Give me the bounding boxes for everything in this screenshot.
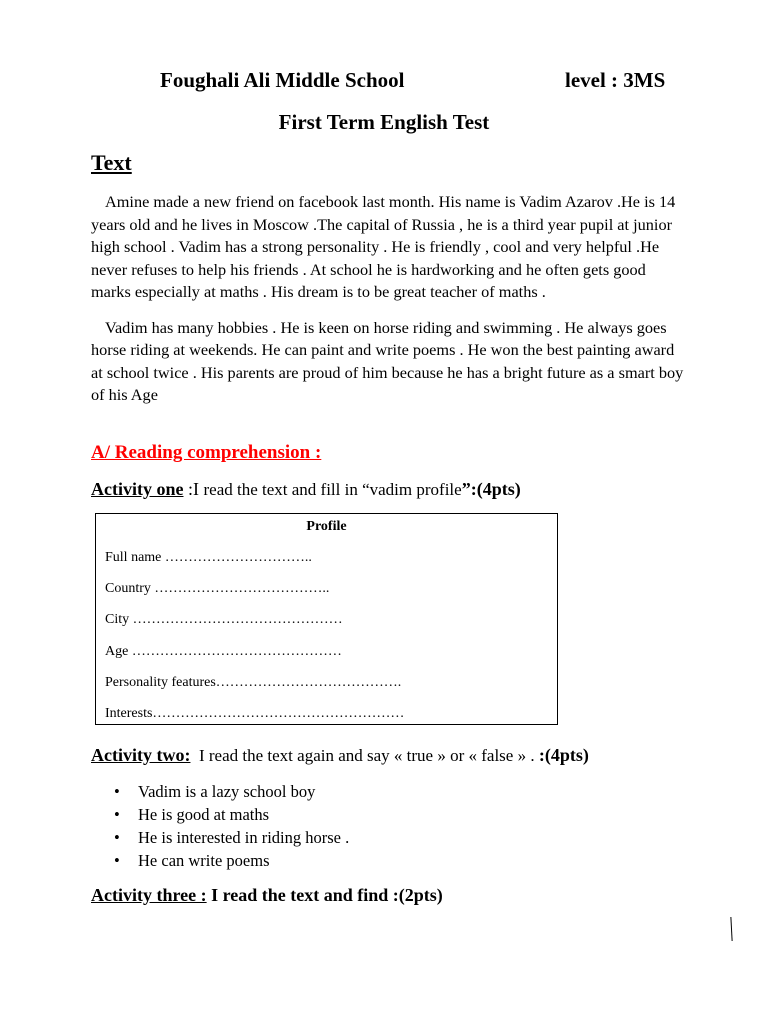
bullet-icon: • (114, 782, 120, 801)
list-item: • Vadim is a lazy school boy (114, 782, 316, 801)
list-item: • He is interested in riding horse . (114, 828, 350, 847)
profile-box (95, 513, 558, 725)
true-false-list (92, 780, 349, 872)
profile-row-city: City ……………………………………… (105, 612, 343, 627)
school-name: Foughali Ali Middle School (160, 68, 405, 92)
profile-title: Profile (306, 519, 347, 534)
activity-one-points: ”:(4pts) (461, 479, 521, 499)
level-label: level : 3MS (565, 68, 666, 92)
activity-one-instruction: read the text and fill in “vadim profile (203, 480, 462, 499)
reading-passage (91, 191, 687, 407)
bullet-icon: • (114, 805, 120, 824)
text-heading: Text (91, 150, 132, 175)
test-title: First Term English Test (278, 110, 490, 134)
passage-paragraph-1: Amine made a new friend on facebook last month. His name is Vadim Azarov .He is 14 years old and he lives in Moscow .The capital of Russia , he is a third year pupil at junior high school . Vadim has a strong personality . He is friendly , cool and very helpful .He never refuses to help his friends . At school he is hardworking and he often gets good marks especially at maths . His dream is to be great teacher of maths . (91, 192, 676, 301)
activity-three-header (91, 885, 443, 906)
activity-three-label: Activity three : (91, 885, 207, 905)
profile-row-interests: Interests……………………………………………… (105, 706, 405, 721)
activity-two-label: Activity two: (91, 745, 191, 765)
activity-two-points: :(4pts) (538, 745, 589, 765)
activity-two-instruction: I read the text again and say « true » or « false » . (190, 746, 539, 765)
profile-row-country: Country ……………………………….. (105, 581, 330, 596)
activity-one-label: Activity one (91, 479, 184, 499)
bullet-icon: • (114, 851, 120, 870)
profile-row-age: Age ……………………………………… (105, 644, 342, 659)
list-item: • He can write poems (114, 851, 270, 870)
activity-two-header (91, 745, 589, 766)
activity-one-header (91, 479, 521, 500)
profile-row-personality: Personality features…………………………………. (105, 675, 402, 690)
activity-three-instruction: I read the text and find :(2pts) (206, 885, 443, 905)
bullet-icon: • (114, 828, 120, 847)
section-a-title: A/ Reading comprehension : (91, 442, 322, 463)
activity-one-prefix: :I (183, 479, 204, 499)
text-cursor-mark (730, 917, 733, 941)
list-item: • He is good at maths (114, 805, 270, 824)
passage-paragraph-2: Vadim has many hobbies . He is keen on horse riding and swimming . He always goes horse riding at weekends. He can paint and write poems . He won the best painting award at school twice . His parents are proud of him because he has a bright future as a smart boy of his Age (91, 317, 684, 404)
profile-row-full-name: Full name ………………………….. (105, 550, 312, 565)
